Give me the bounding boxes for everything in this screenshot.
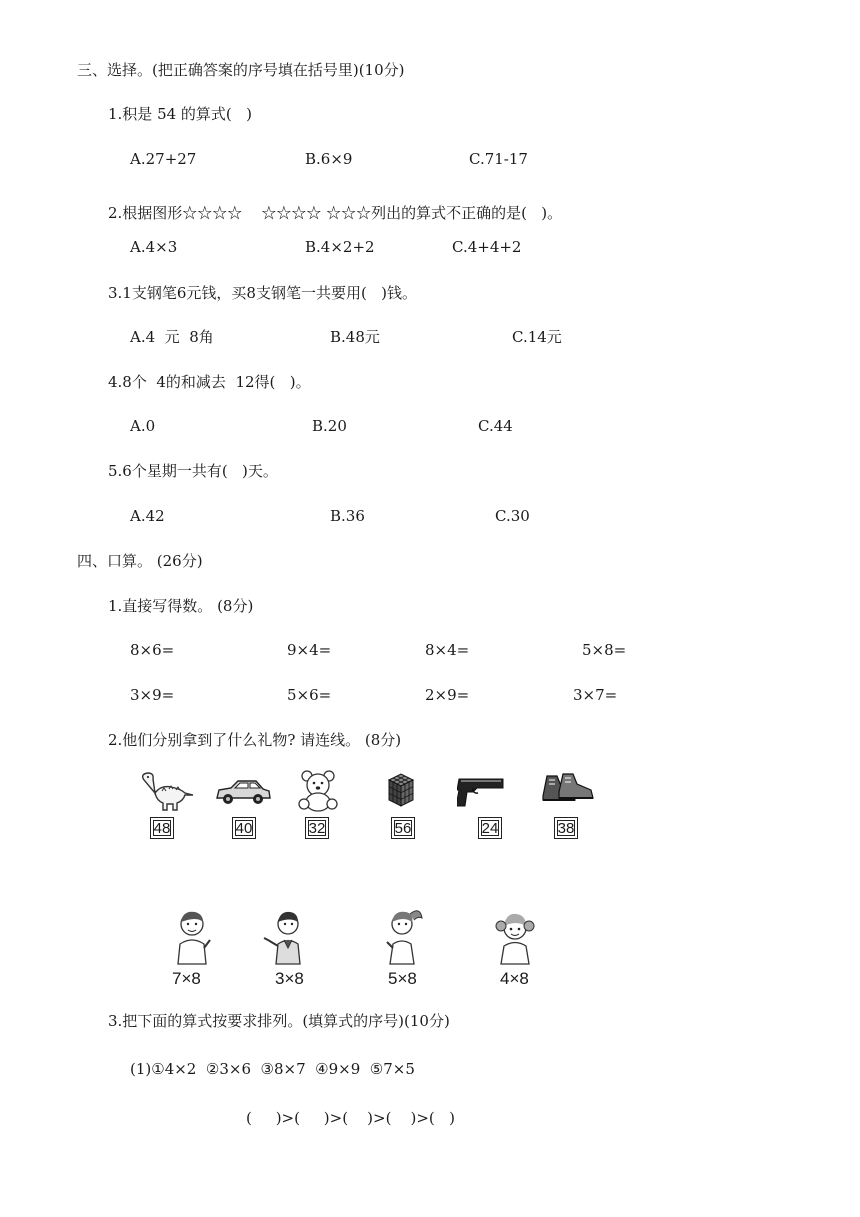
rubiks-cube-icon[interactable] xyxy=(385,772,417,808)
calc-item: 9×4= xyxy=(287,641,332,659)
q2-option-b[interactable]: B.4×2+2 xyxy=(305,238,375,256)
kid-label: 7×8 xyxy=(172,969,201,988)
q1-option-a[interactable]: A.27+27 xyxy=(130,150,197,168)
calc-item: 2×9= xyxy=(425,686,470,704)
q3-option-a[interactable]: A.4 元 8角 xyxy=(130,328,214,346)
p1-title: 1.直接写得数。 (8分) xyxy=(108,597,254,615)
kid-label: 4×8 xyxy=(500,969,529,988)
p3-title: 3.把下面的算式按要求排列。(填算式的序号)(10分) xyxy=(108,1012,450,1030)
boy-pointing-icon[interactable] xyxy=(262,910,310,966)
q2-stem: 2.根据图形☆☆☆☆ ☆☆☆☆ ☆☆☆列出的算式不正确的是( )。 xyxy=(108,204,563,222)
dinosaur-icon[interactable] xyxy=(136,770,194,812)
p2-title: 2.他们分别拿到了什么礼物? 请连线。 (8分) xyxy=(108,731,402,749)
q5-option-b[interactable]: B.36 xyxy=(330,507,365,525)
girl-ponytail-icon[interactable] xyxy=(380,904,426,966)
p3-items: (1)①4×2 ②3×6 ③8×7 ④9×9 ⑤7×5 xyxy=(130,1060,415,1078)
boy-icon[interactable] xyxy=(170,908,214,966)
p3-answer-blanks[interactable]: ( )>( )>( )>( )>( ) xyxy=(246,1109,455,1127)
calc-item: 8×6= xyxy=(130,641,175,659)
section4-title: 四、口算。 (26分) xyxy=(77,552,203,570)
q5-stem: 5.6个星期一共有( )天。 xyxy=(108,462,278,480)
sneakers-icon[interactable] xyxy=(541,770,595,808)
kid-label: 5×8 xyxy=(388,969,417,988)
section3-title: 三、选择。(把正确答案的序号填在括号里)(10分) xyxy=(77,61,405,79)
q5-option-c[interactable]: C.30 xyxy=(495,507,530,525)
q4-option-c[interactable]: C.44 xyxy=(478,417,513,435)
q2-option-c[interactable]: C.4+4+2 xyxy=(452,238,522,256)
calc-item: 3×7= xyxy=(573,686,618,704)
q3-option-b[interactable]: B.48元 xyxy=(330,328,380,346)
q4-option-a[interactable]: A.0 xyxy=(130,417,156,435)
q3-option-c[interactable]: C.14元 xyxy=(512,328,562,346)
gift-value-box: 56 xyxy=(391,817,415,839)
kid-label: 3×8 xyxy=(275,969,304,988)
girl-pigtails-icon[interactable] xyxy=(492,910,538,966)
q1-option-b[interactable]: B.6×9 xyxy=(305,150,353,168)
q2-option-a[interactable]: A.4×3 xyxy=(130,238,178,256)
toy-gun-icon[interactable] xyxy=(457,775,507,809)
calc-item: 8×4= xyxy=(425,641,470,659)
q3-stem: 3.1支钢笔6元钱，买8支钢笔一共要用( )钱。 xyxy=(108,284,417,302)
q1-option-c[interactable]: C.71-17 xyxy=(469,150,528,168)
calc-item: 5×6= xyxy=(287,686,332,704)
calc-item: 3×9= xyxy=(130,686,175,704)
car-icon[interactable] xyxy=(214,778,272,808)
q5-option-a[interactable]: A.42 xyxy=(130,507,165,525)
gift-value-box: 38 xyxy=(554,817,578,839)
q4-option-b[interactable]: B.20 xyxy=(312,417,347,435)
gift-value-box: 40 xyxy=(232,817,256,839)
q1-stem: 1.积是 54 的算式( ) xyxy=(108,105,252,123)
gift-value-box: 24 xyxy=(478,817,502,839)
q4-stem: 4.8个 4的和减去 12得( )。 xyxy=(108,373,311,391)
calc-item: 5×8= xyxy=(582,641,627,659)
teddy-bear-icon[interactable] xyxy=(298,770,338,812)
gift-value-box: 32 xyxy=(305,817,329,839)
gift-value-box: 48 xyxy=(150,817,174,839)
